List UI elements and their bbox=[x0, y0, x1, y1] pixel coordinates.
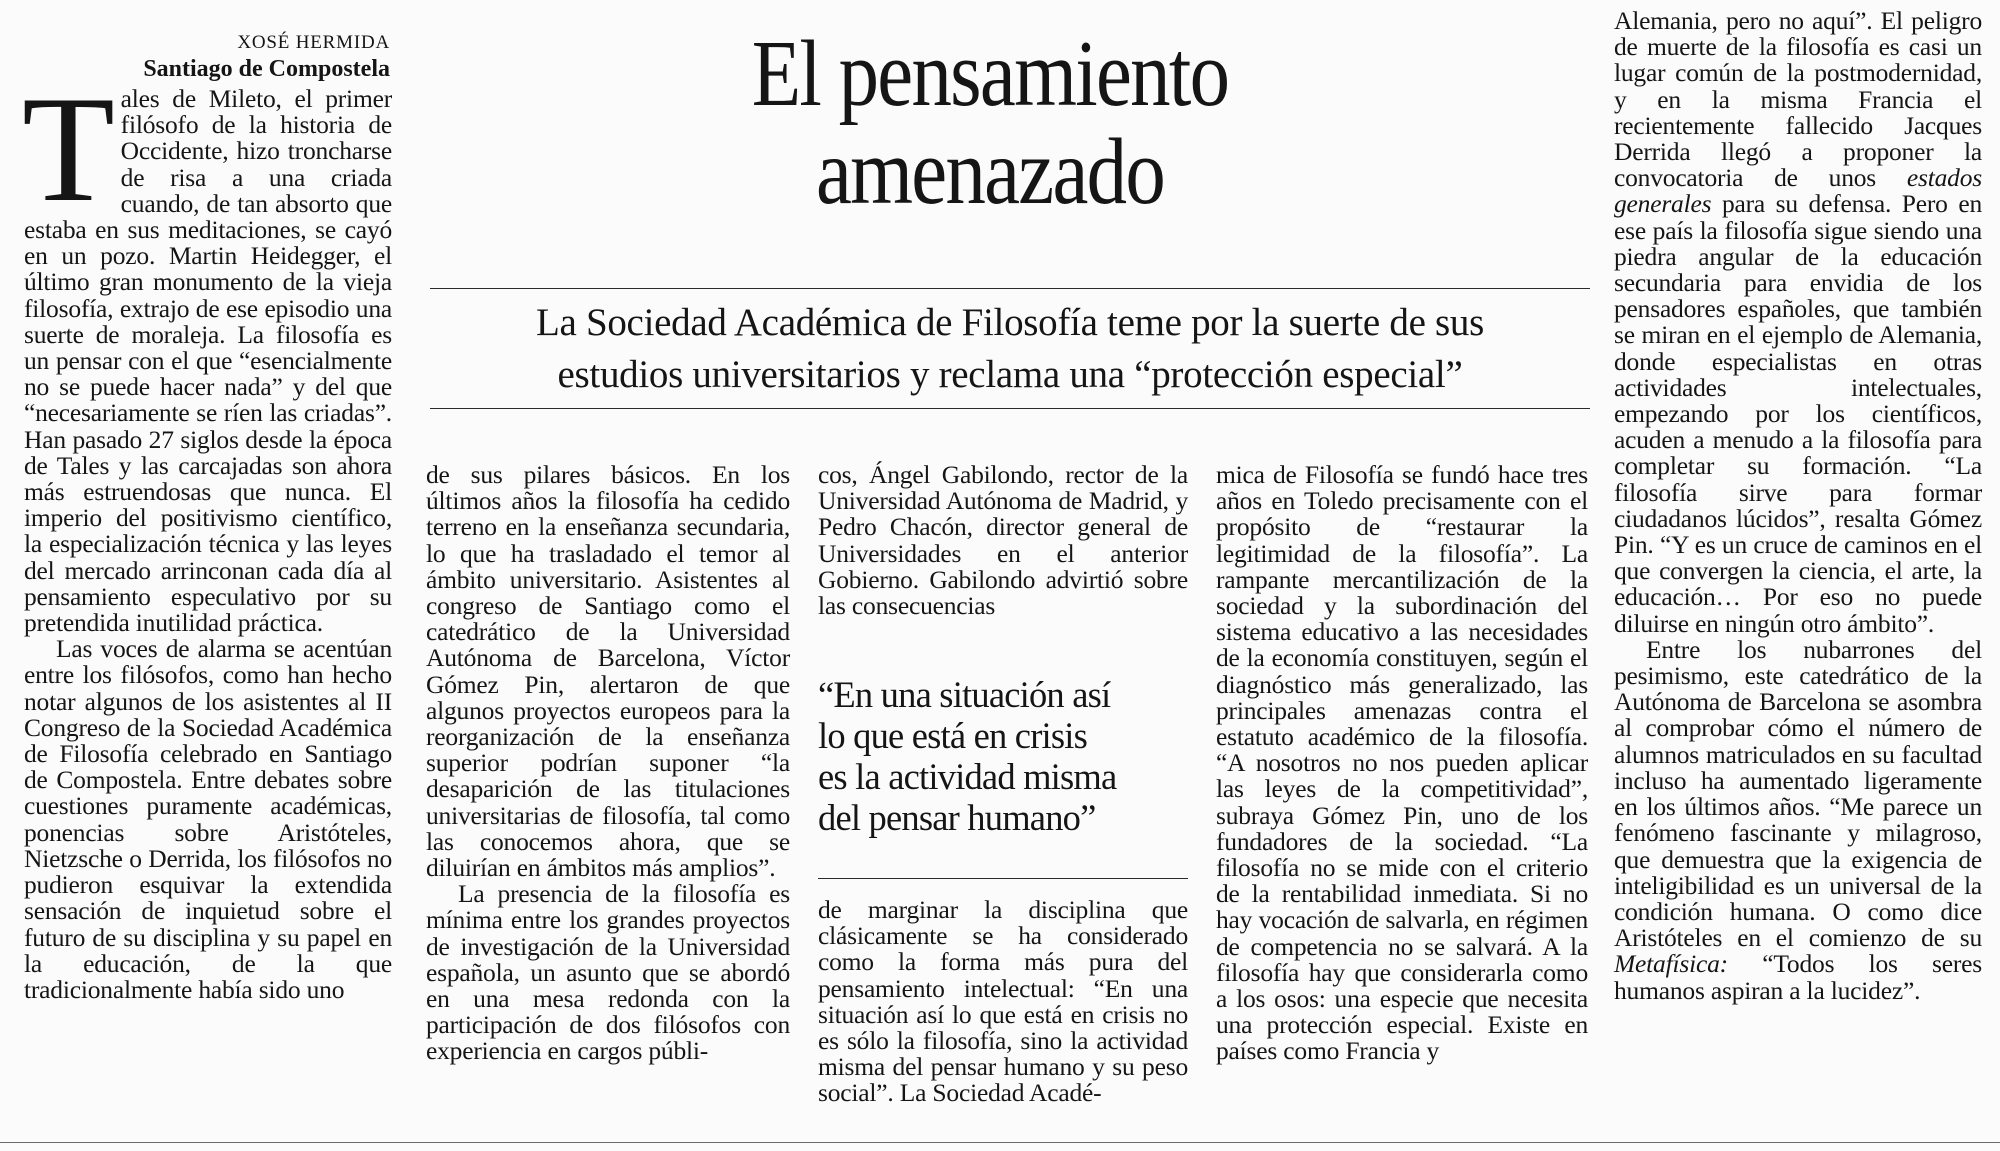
paragraph-text: “Todos los seres humanos aspiran a la lucidez”. bbox=[1614, 949, 1982, 1005]
article-paragraph bbox=[1614, 8, 1982, 637]
pull-quote-line: del pensar humano” bbox=[818, 797, 1096, 838]
pull-quote bbox=[818, 674, 1178, 838]
subhead-top-rule bbox=[430, 288, 1590, 289]
paragraph-text: para su defensa. Pero en ese país la filosofía sigue siendo una piedra angular de la educación secundaria para envidia de los pensadores españoles, que también se miran en el ejemplo de Alemania, donde especialistas en otras actividades intelectuales, empezando por los científicos, acuden a menudo a la filosofía para completar su formación. “La filosofía sirve para formar ciudadanos lúcidos”, resalta Gómez Pin. “Y es un cruce de caminos en el que convergen la ciencia, el arte, la educación… Por eso no puede diluirse en ningún otro ámbito”. bbox=[1614, 189, 1982, 638]
headline bbox=[655, 22, 1326, 224]
pull-quote-line: lo que está en crisis bbox=[818, 715, 1088, 756]
subheadline-line: estudios universitarios y reclama una “protección especial” bbox=[557, 353, 1463, 396]
paragraph-text: Entre los nubarrones del pesimismo, este catedrático de la Autónoma de Barcelona se asombra al comprobar cómo el número de alumnos matriculados en su facultad incluso ha aumentado ligeramente en los últimos años. “Me parece un fenómeno fascinante y milagroso, que demuestra que la exigencia de inteligibilidad es un universal de la condición humana. O como dice Aristóteles en el comienzo de su bbox=[1614, 634, 1982, 953]
paragraph-text: ales de Mileto, el primer filósofo de la historia de Occidente, hizo troncharse de risa a una criada cuando, de tan absorto que estaba en sus meditaciones, se cayó en un pozo. Martin Heidegger, el último gran monumento de la vieja filosofía, extrajo de ese episodio una suerte de moraleja. La filosofía es un pensar con el que “esencialmente no se puede hacer nada” y del que “necesariamente se ríen las criadas”. Han pasado 27 siglos desde la época de Tales y las carcajadas son ahora más estruendosas que nunca. El imperio del positivismo científico, la especialización técnica y las leyes del mercado arrinconan cada día al pensamiento especulativo por su pretendida inutilidad práctica. bbox=[24, 84, 392, 638]
article-paragraph: de marginar la disciplina que clásicamente se ha considerado como la forma más pura del pensamiento intelectual: “En una situación así lo que está en crisis no es sólo la filosofía, sino la actividad misma del pensar humano y su peso social”. La Sociedad Acadé- bbox=[818, 895, 1188, 1108]
article-paragraph: de sus pilares básicos. En los últimos años la filosofía ha cedido terreno en la enseñanza secundaria, lo que ha trasladado el temor al ámbito universitario. Asistentes al congreso de Santiago como el catedrático de la Universidad Autónoma de Barcelona, Víctor Gómez Pin, alertaron de que algunos proyectos europeos para la reorganización de la enseñanza superior podrían suponer “la desaparición de las titulaciones universitarias de filosofía, tal como las conocemos ahora, que se diluirían en ámbitos más amplios”. bbox=[426, 460, 790, 883]
article-column-1 bbox=[22, 65, 392, 1004]
article-paragraph bbox=[1614, 634, 1982, 1005]
article-column-2 bbox=[426, 462, 790, 1065]
article-paragraph: cos, Ángel Gabilondo, rector de la Universidad Autónoma de Madrid, y Pedro Chacón, director general de Universidades en el anterior Gobierno. Gabilondo advirtió sobre las consecuencias bbox=[818, 460, 1188, 621]
headline-line: amenazado bbox=[815, 120, 1165, 224]
paragraph-text: Alemania, pero no aquí”. El peligro de muerte de la filosofía es casi un lugar común de la postmodernidad, y en la misma Francia el recientemente fallecido Jacques Derrida llegó a proponer la convocatoria de unos bbox=[1614, 6, 1982, 193]
article-column-5 bbox=[1614, 8, 1982, 1004]
subheadline-line: La Sociedad Académica de Filosofía teme por la suerte de sus bbox=[535, 301, 1484, 344]
article-paragraph: Las voces de alarma se acentúan entre los filósofos, como han hecho notar algunos de los asistentes al II Congreso de la Sociedad Académica de Filosofía celebrado en Santiago de Compostela. Entre debates sobre cuestiones puramente académicas, ponencias sobre Aristóteles, Nietzsche o Derrida, los filósofos no pudieron esquivar la extendida sensación de inquietud sobre el futuro de su disciplina y su papel en la educación, de la que tradicionalmente había sido uno bbox=[24, 634, 392, 1004]
page-bottom-rule bbox=[0, 1142, 2000, 1143]
article-column-3-bottom bbox=[818, 897, 1188, 1107]
article-column-4 bbox=[1216, 462, 1588, 1065]
author-name: XOSÉ HERMIDA bbox=[237, 32, 390, 53]
drop-cap: T bbox=[22, 65, 115, 233]
subheadline bbox=[430, 297, 1590, 401]
italic-term: estados generales bbox=[1614, 163, 1982, 219]
pull-quote-bottom-rule bbox=[818, 878, 1188, 879]
dateline-location: Santiago de Compostela bbox=[143, 56, 390, 82]
article-column-3-top bbox=[818, 462, 1188, 619]
article-paragraph: mica de Filosofía se fundó hace tres años en Toledo precisamente con el propósito de “restaurar la legitimidad de la filosofía”. La rampante mercantilización de la sociedad y la subordinación del sistema educativo a las necesidades de la economía constituyen, según el diagnóstico más generalizado, las principales amenazas contra el estatuto académico de la filosofía. “A nosotros no nos pueden aplicar las leyes de la competitividad”, subraya Gómez Pin, uno de los fundadores de la sociedad. “La filosofía no se mide con el criterio de la rentabilidad inmediata. Si no hay vocación de salvarla, en régimen de competencia no se salvará. A la filosofía hay que considerarla como a los osos: una especie que necesita una protección especial. Existe en países como Francia y bbox=[1216, 460, 1588, 1066]
subhead-bottom-rule bbox=[430, 408, 1590, 409]
pull-quote-line: “En una situación así bbox=[818, 674, 1111, 715]
pull-quote-line: es la actividad misma bbox=[818, 756, 1117, 797]
headline-line: El pensamiento bbox=[751, 22, 1229, 126]
article-paragraph: La presencia de la filosofía es mínima entre los grandes proyectos de investigación de la Universidad española, un asunto que se abordó en una mesa redonda con la participación de dos filósofos con experiencia en cargos públi- bbox=[426, 879, 790, 1066]
italic-term: Metafísica: bbox=[1614, 949, 1728, 979]
